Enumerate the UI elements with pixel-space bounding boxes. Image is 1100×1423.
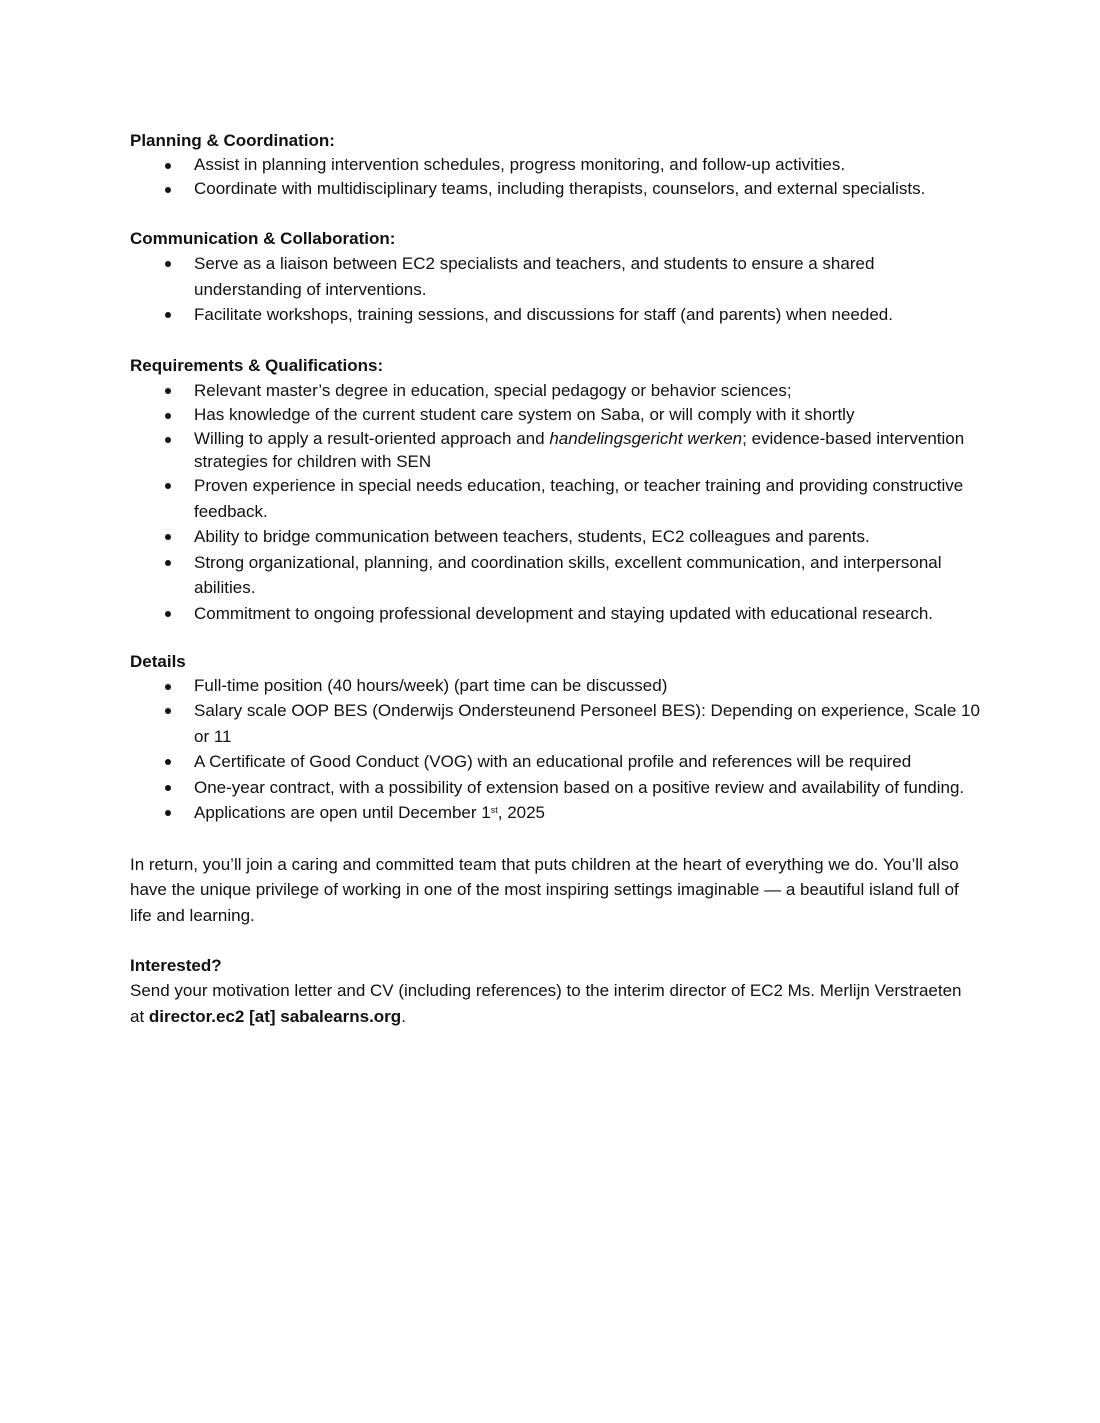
list-item: Full-time position (40 hours/week) (part time can be discussed) — [130, 674, 980, 698]
bullet-icon — [165, 388, 171, 394]
section-communication-collaboration — [130, 227, 980, 328]
list-item: Has knowledge of the current student care system on Saba, or will comply with it shortly — [130, 403, 980, 427]
bullet-icon — [165, 187, 171, 193]
bullet-icon — [165, 708, 171, 714]
bullet-list — [130, 251, 980, 328]
list-item: Serve as a liaison between EC2 specialists and teachers, and students to ensure a shared understanding of interventions. — [130, 251, 980, 302]
bullet-icon — [165, 437, 171, 443]
section-details — [130, 650, 980, 826]
contact-section — [130, 954, 980, 1029]
bullet-icon — [165, 759, 171, 765]
list-item: Relevant master’s degree in education, special pedagogy or behavior sciences; — [130, 378, 980, 404]
list-item: A Certificate of Good Conduct (VOG) with an educational profile and references will be required — [130, 749, 980, 775]
bullet-list — [130, 378, 980, 627]
list-item: Ability to bridge communication between teachers, students, EC2 colleagues and parents. — [130, 524, 980, 550]
list-item: Strong organizational, planning, and coordination skills, excellent communication, and interpersonal abilities. — [130, 550, 980, 601]
bullet-icon — [165, 684, 171, 690]
bullet-icon — [165, 261, 171, 267]
bullet-icon — [165, 413, 171, 419]
bullet-icon — [165, 312, 171, 318]
list-item: Coordinate with multidisciplinary teams, including therapists, counselors, and external specialists. — [130, 177, 980, 201]
section-heading: Requirements & Qualifications: — [130, 355, 384, 375]
contact-email: director.ec2 [at] sabalearns.org — [148, 1006, 402, 1026]
list-item: One-year contract, with a possibility of extension based on a positive review and availability of funding. — [130, 775, 980, 801]
section-heading: Planning & Coordination: — [130, 131, 335, 150]
list-item: Commitment to ongoing professional development and staying updated with educational research. — [130, 601, 980, 627]
bullet-list — [130, 674, 980, 826]
bullet-icon — [165, 534, 171, 540]
bullet-icon — [165, 810, 171, 816]
list-item: Applications are open until December 1st, 2025 — [130, 800, 980, 826]
list-item: Assist in planning intervention schedules, progress monitoring, and follow-up activities. — [130, 153, 980, 177]
list-item: Facilitate workshops, training sessions, and discussions for staff (and parents) when needed. — [130, 302, 980, 328]
section-heading: Communication & Collaboration: — [130, 229, 396, 248]
bullet-icon — [165, 785, 171, 791]
bullet-icon — [165, 611, 171, 617]
bullet-icon — [165, 560, 171, 566]
bullet-icon — [165, 483, 171, 489]
bullet-icon — [165, 163, 171, 169]
section-requirements-qualifications — [130, 354, 980, 627]
list-item: Proven experience in special needs education, teaching, or teacher training and providing constructive feedback. — [130, 473, 980, 524]
closing-paragraph: In return, you’ll join a caring and committed team that puts children at the heart of everything we do. You’ll also have the unique privilege of working in one of the most inspiring settings imaginable — a beautiful island full of life and learning. — [130, 854, 959, 925]
contact-paragraph: Send your motivation letter and CV (including references) to the interim director of EC2 Ms. Merlijn Verstraeten at director.ec2 [at] sabalearns.org. — [130, 981, 962, 1026]
italic-term: handelingsgericht werken — [549, 429, 743, 448]
section-heading: Details — [130, 652, 186, 671]
list-item: Willing to apply a result-oriented approach and handelingsgericht werken; evidence-based intervention strategies for children with SEN — [130, 427, 980, 473]
section-planning-coordination — [130, 129, 980, 201]
bullet-list — [130, 153, 980, 201]
document-page — [130, 129, 980, 1029]
list-item: Salary scale OOP BES (Onderwijs Ondersteunend Personeel BES): Depending on experience, Scale 10 or 11 — [130, 698, 980, 749]
contact-heading: Interested? — [130, 956, 222, 975]
